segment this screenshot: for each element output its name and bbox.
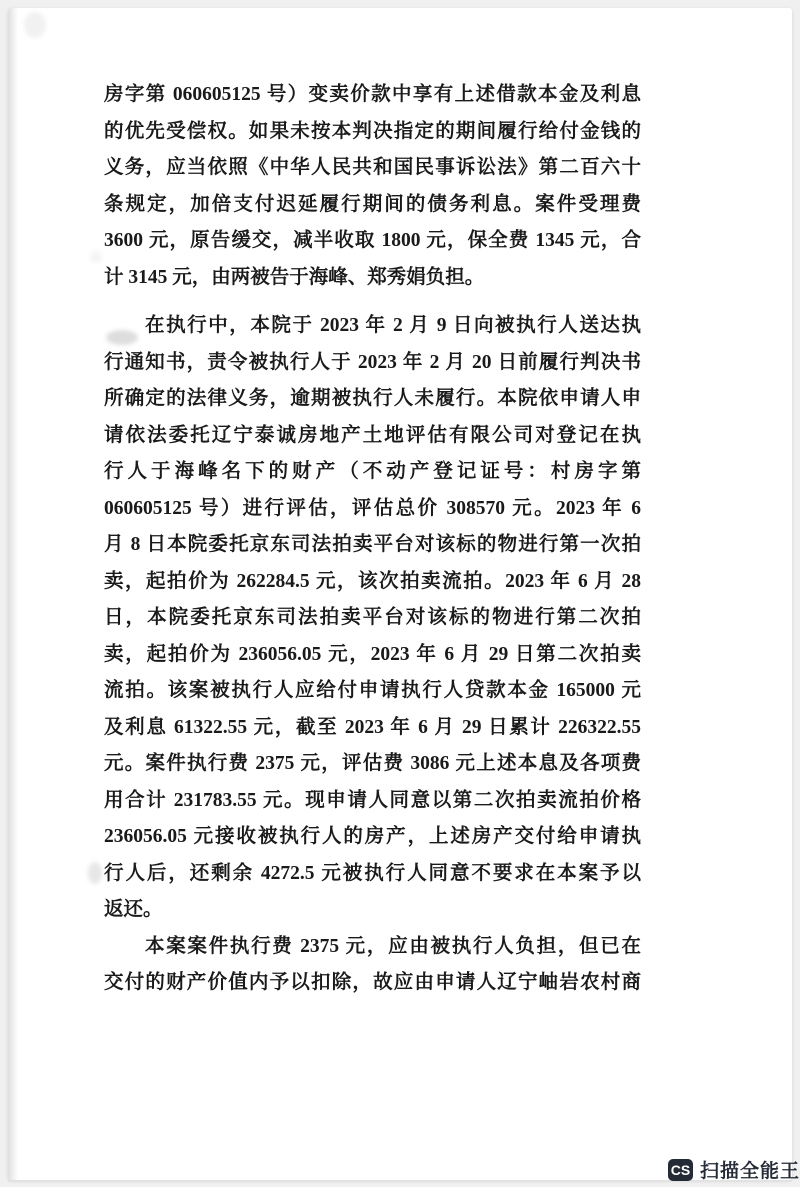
text-line: 及利息 61322.55 元，截至 2023 年 6 月 29 日累计 226322.55 xyxy=(104,716,641,738)
text-line: 行通知书，责令被执行人于 2023 年 2 月 20 日前履行判决书 xyxy=(104,351,641,373)
text-line: 行人后，还剩余 4272.5 元被执行人同意不要求在本案予以 xyxy=(104,862,641,884)
text-line: 流拍。该案被执行人应给付申请执行人贷款本金 165000 元 xyxy=(104,680,641,701)
text-line: 行人于海峰名下的财产（不动产登记证号：村房字第 xyxy=(104,461,641,482)
text-line: 交付的财产价值内予以扣除，故应由申请人辽宁岫岩农村商 xyxy=(104,972,641,993)
text-line: 用合计 231783.55 元。现申请人同意以第二次拍卖流拍价格 xyxy=(104,789,641,811)
text-line: 条规定，加倍支付迟延履行期间的债务利息。案件受理费 xyxy=(104,193,641,215)
text-line: 本案案件执行费 2375 元，应由被执行人负担，但已在 xyxy=(145,935,641,957)
camscanner-label: 扫描全能王 xyxy=(700,1161,800,1182)
camscanner-watermark xyxy=(668,1156,800,1183)
text-line: 返还。 xyxy=(104,899,163,920)
text-line: 房字第 060605125 号）变卖价款中享有上述借款本金及利息 xyxy=(104,84,641,105)
paragraph xyxy=(104,77,641,296)
text-line: 3600 元，原告缓交，减半收取 1800 元，保全费 1345 元，合 xyxy=(104,230,641,251)
text-line: 元。案件执行费 2375 元，评估费 3086 元上述本息及各项费 xyxy=(104,753,641,774)
text-line: 请依法委托辽宁泰诚房地产土地评估有限公司对登记在执 xyxy=(104,424,641,446)
text-line: 卖，起拍价为 262284.5 元，该次拍卖流拍。2023 年 6 月 28 xyxy=(104,570,641,592)
text-line: 236056.05 元接收被执行人的房产，上述房产交付给申请执 xyxy=(104,826,641,847)
text-line: 060605125 号）进行评估，评估总价 308570 元。2023 年 6 xyxy=(104,497,641,519)
text-line: 计 3145 元，由两被告于海峰、郑秀娟负担。 xyxy=(104,266,485,288)
text-line: 日，本院委托京东司法拍卖平台对该标的物进行第二次拍 xyxy=(104,607,641,628)
paragraph xyxy=(104,308,641,929)
text-line: 卖，起拍价为 236056.05 元，2023 年 6 月 29 日第二次拍卖 xyxy=(104,643,641,665)
text-line: 月 8 日本院委托京东司法拍卖平台对该标的物进行第一次拍 xyxy=(104,534,641,555)
text-line: 义务，应当依照《中华人民共和国民事诉讼法》第二百六十 xyxy=(104,157,641,178)
text-line: 在执行中，本院于 2023 年 2 月 9 日向被执行人送达执 xyxy=(145,315,641,336)
text-line: 所确定的法律义务，逾期被执行人未履行。本院依申请人申 xyxy=(104,388,641,409)
document-text xyxy=(104,77,641,1002)
paragraph xyxy=(104,929,641,1002)
text-line: 的优先受偿权。如果未按本判决指定的期间履行给付金钱的 xyxy=(104,120,641,142)
camscanner-icon: CS xyxy=(668,1159,693,1181)
page-edge-shadow xyxy=(8,8,18,1180)
